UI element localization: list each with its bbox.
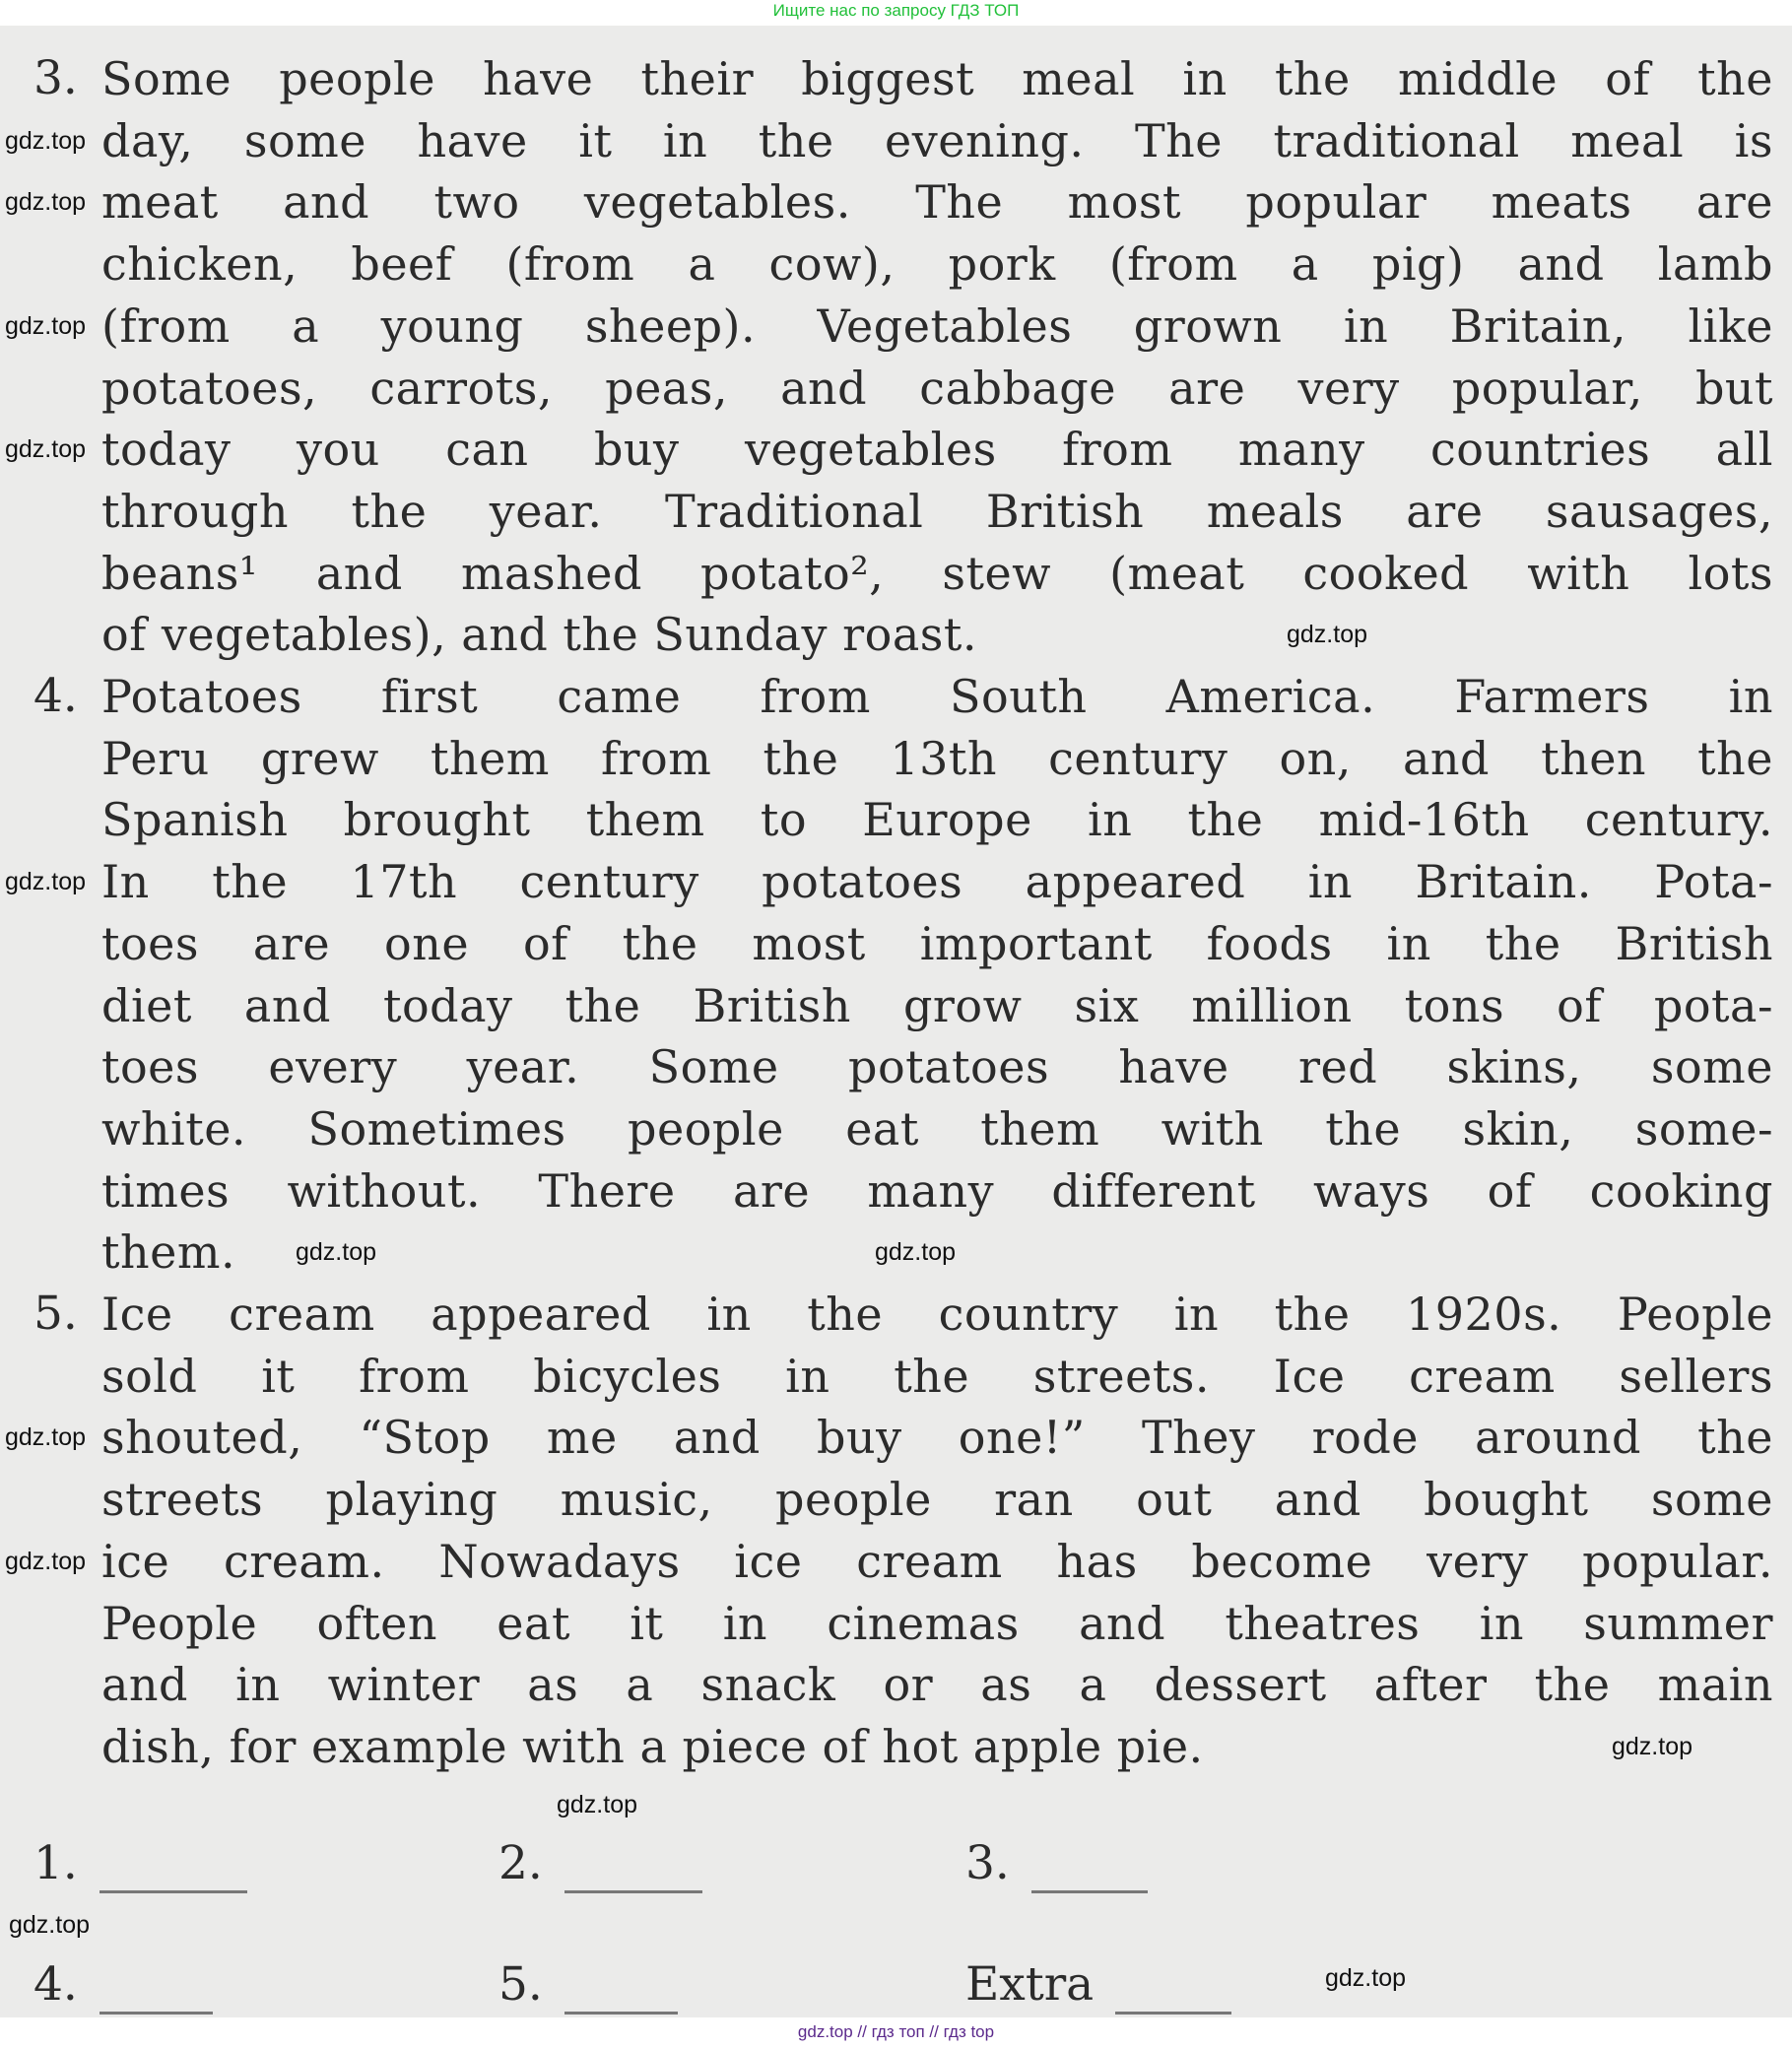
- text-line: times without. There are many different ways of cooking: [101, 1163, 1773, 1218]
- answer-4: [33, 1955, 213, 2015]
- answer-blank-field[interactable]: [100, 1851, 247, 1893]
- watermark-text: gdz.top: [5, 435, 87, 464]
- item-number: 5.: [33, 1287, 78, 1341]
- text-line: Potatoes first came from South America. Farmers in: [101, 670, 1773, 723]
- text-line: and in winter as a snack or as a dessert after the main: [101, 1658, 1773, 1712]
- watermark-text: gdz.top: [5, 868, 87, 896]
- answer-blank-field[interactable]: [564, 1972, 678, 2015]
- watermark-text: gdz.top: [557, 1791, 638, 1818]
- text-line: People often eat it in cinemas and theatres in summer: [101, 1596, 1773, 1650]
- text-line: beans¹ and mashed potato², stew (meat cooked with lots: [101, 546, 1773, 600]
- answer-label: 4.: [33, 1957, 78, 2012]
- answer-blank-field[interactable]: [1115, 1972, 1231, 2015]
- answer-label: Extra: [965, 1957, 1095, 2012]
- text-line: shouted, “Stop me and buy one!” They rode around the: [101, 1411, 1773, 1465]
- text-line: today you can buy vegetables from many countries all: [101, 423, 1773, 477]
- text-line: Some people have their biggest meal in the middle of the: [101, 52, 1773, 105]
- text-line: white. Sometimes people eat them with the skin, some-: [101, 1101, 1773, 1156]
- watermark-text: gdz.top: [1612, 1732, 1693, 1760]
- text-line: sold it from bicycles in the streets. Ice cream sellers: [101, 1349, 1773, 1403]
- text-line: dish, for example with a piece of hot apple pie.: [101, 1719, 1204, 1773]
- answer-2: [498, 1834, 702, 1893]
- text-line: In the 17th century potatoes appeared in Britain. Pota-: [101, 855, 1773, 909]
- text-line: Peru grew them from the 13th century on, and then the: [101, 731, 1773, 785]
- answer-6: [965, 1955, 1231, 2015]
- watermark-text: gdz.top: [875, 1238, 957, 1267]
- answer-label: 1.: [33, 1836, 78, 1890]
- answer-1: [33, 1834, 247, 1893]
- answer-3: [965, 1834, 1148, 1893]
- footer-links[interactable]: gdz.top // гдз топ // гдз top: [0, 2017, 1792, 2048]
- answer-blank-field[interactable]: [100, 1972, 213, 2015]
- answer-blank-field[interactable]: [564, 1851, 702, 1893]
- text-line: chicken, beef (from a cow), pork (from a pig) and lamb: [101, 237, 1773, 292]
- text-line: through the year. Traditional British meals are sausages,: [101, 484, 1773, 538]
- item-number: 4.: [33, 669, 78, 723]
- text-line: toes every year. Some potatoes have red skins, some: [101, 1040, 1773, 1094]
- text-line: day, some have it in the evening. The traditional meal is: [101, 113, 1773, 167]
- text-line: diet and today the British grow six million tons of pota-: [101, 978, 1773, 1032]
- answer-label: 5.: [498, 1957, 543, 2012]
- text-line: toes are one of the most important foods in the British: [101, 916, 1773, 970]
- text-line: meat and two vegetables. The most popular meats are: [101, 175, 1773, 230]
- text-line: Spanish brought them to Europe in the mid-16th century.: [101, 793, 1773, 847]
- answer-5: [498, 1955, 678, 2015]
- watermark-text: gdz.top: [296, 1238, 377, 1267]
- text-line: (from a young sheep). Vegetables grown in Britain, like: [101, 298, 1773, 353]
- text-line: of vegetables), and the Sunday roast.: [101, 608, 977, 662]
- watermark-text: gdz.top: [9, 1911, 91, 1939]
- text-line: ice cream. Nowadays ice cream has become very popular.: [101, 1534, 1773, 1588]
- watermark-text: gdz.top: [5, 311, 87, 340]
- watermark-text: gdz.top: [5, 1423, 87, 1452]
- answer-label: 3.: [965, 1836, 1010, 1890]
- answer-label: 2.: [498, 1836, 543, 1890]
- text-line: potatoes, carrots, peas, and cabbage are very popular, but: [101, 361, 1773, 415]
- textbook-page: [0, 26, 1792, 2017]
- top-banner[interactable]: Ищите нас по запросу ГДЗ ТОП: [0, 0, 1792, 26]
- text-line: them.: [101, 1225, 236, 1280]
- watermark-text: gdz.top: [5, 126, 87, 155]
- watermark-text: gdz.top: [1287, 621, 1368, 649]
- watermark-text: gdz.top: [5, 1547, 87, 1575]
- text-line: Ice cream appeared in the country in the 1920s. People: [101, 1288, 1773, 1341]
- watermark-text: gdz.top: [1325, 1964, 1407, 1992]
- watermark-text: gdz.top: [5, 188, 87, 217]
- answer-blank-field[interactable]: [1031, 1851, 1148, 1893]
- item-number: 3.: [33, 51, 78, 105]
- text-line: streets playing music, people ran out and bought some: [101, 1473, 1773, 1527]
